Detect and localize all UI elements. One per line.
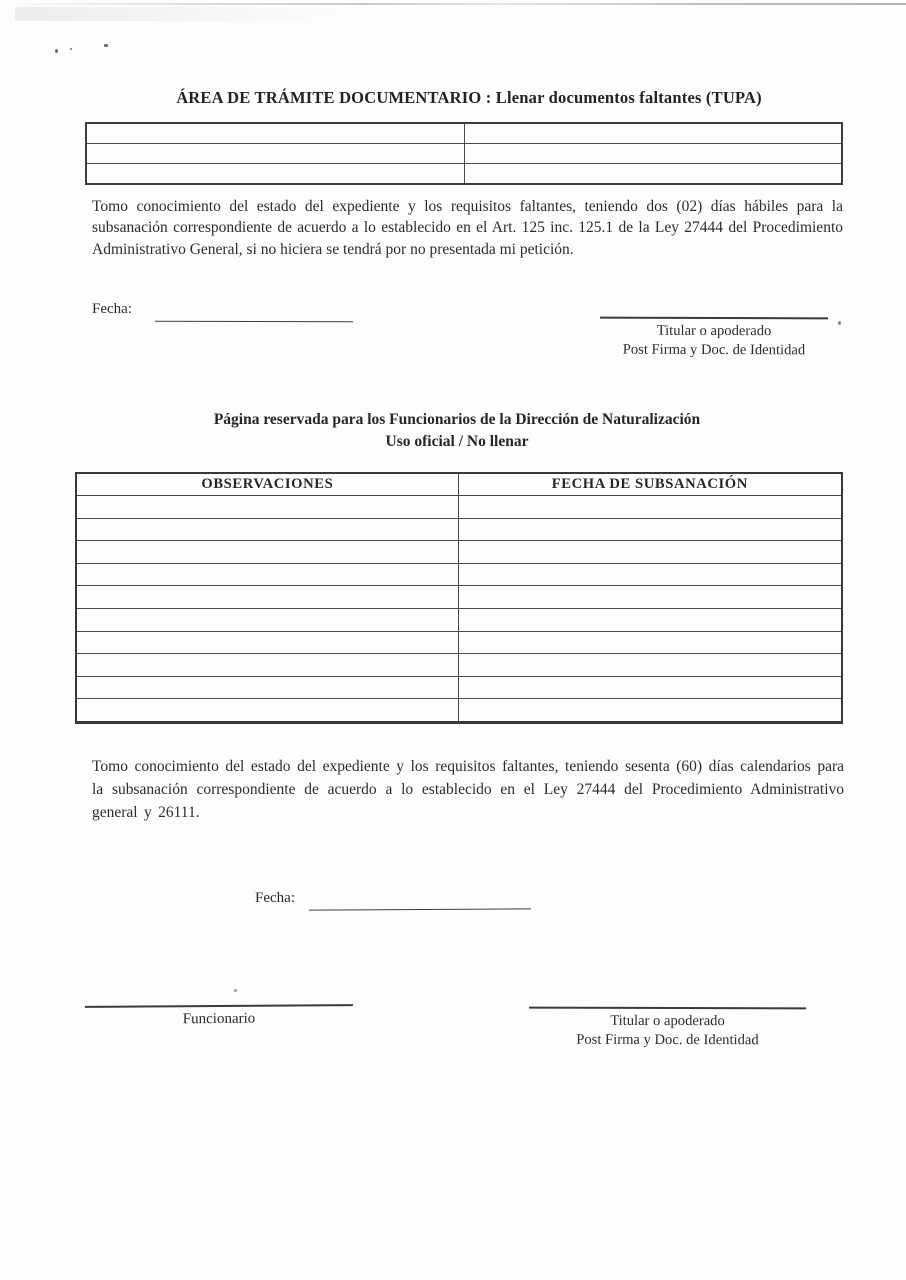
empty-cell [76,654,458,677]
scan-edge-artifact [0,3,906,5]
observaciones-table-head [76,473,842,496]
ink-speck [838,321,841,325]
fecha-label-1: Fecha: [92,301,132,317]
empty-cell [76,563,458,586]
empty-cell [86,164,464,185]
empty-cell [76,676,458,699]
empty-cell [458,654,842,677]
acknowledgement-paragraph-1: Tomo conocimiento del estado del expediente y los requisitos faltantes, teniendo dos (02) días hábiles para la subsanación correspondiente de acuerdo a lo establecido en el Art. 125 inc. 125.1 de la Ley 27444 del Procedimiento Administrativo General, si no hiciera se tendrá por no presentada mi petición. [92,198,843,258]
table-row [76,608,842,631]
empty-cell [458,631,842,654]
table-row [76,631,842,654]
table-row [76,563,842,586]
empty-cell [458,541,842,564]
fecha-label-2: Fecha: [255,890,295,906]
heading-line-1: Página reservada para los Funcionarios de la Dirección de Naturalización [213,411,701,428]
empty-cell [76,496,458,519]
empty-cell [76,631,458,654]
ink-speck [234,989,237,992]
acknowledgement-paragraph-2: Tomo conocimiento del estado del expediente y los requisitos faltantes, teniendo sesenta (60) días calendarios para la subsanación correspondiente de acuerdo a lo establecido en el Ley 27444 del Procedimiento Administrativo general y 26111. [92,758,844,821]
signature-block-funcionario [85,1004,353,1029]
signature-label: Funcionario [182,1010,256,1028]
table-row [76,654,842,677]
signature-block-titular-bottom [529,1007,806,1050]
table-row [86,144,842,164]
ink-speck [55,49,58,53]
empty-cell [458,676,842,699]
signature-label: Titular o apoderado [610,1012,725,1030]
table-row [76,518,842,541]
empty-cell [86,144,464,164]
table-row [76,496,842,519]
column-header-observaciones: OBSERVACIONES [76,473,458,496]
empty-cell [458,608,842,631]
ink-speck [104,44,108,47]
signature-label: Titular o apoderado [656,322,772,340]
table-row [86,164,842,185]
empty-cell [76,541,458,564]
empty-cell [458,586,842,609]
page-title: ÁREA DE TRÁMITE DOCUMENTARIO : Llenar documentos faltantes (TUPA) [176,88,762,107]
table-row [76,676,842,699]
empty-cell [458,518,842,541]
empty-cell [76,699,458,723]
tramite-table [85,122,843,185]
table-row [76,586,842,609]
signature-sublabel: Post Firma y Doc. de Identidad [622,341,806,358]
scan-shadow-artifact [15,7,345,21]
heading-line-2: Uso oficial / No llenar [385,433,529,450]
empty-cell [464,144,842,164]
empty-cell [458,563,842,586]
empty-cell [76,586,458,609]
empty-cell [464,164,842,185]
empty-cell [458,496,842,519]
signature-block-titular-top [600,317,828,360]
tramite-table-body [86,123,842,184]
observaciones-table-body [76,496,842,723]
empty-cell [464,123,842,144]
column-header-fecha-subsanacion: FECHA DE SUBSANACIÓN [458,473,842,496]
observaciones-table [75,472,843,724]
ink-speck [70,48,72,50]
empty-cell [458,699,842,723]
signature-sublabel: Post Firma y Doc. de Identidad [576,1031,759,1048]
fecha-underline-2 [309,908,531,910]
table-row [86,123,842,144]
empty-cell [86,123,464,144]
table-row [76,541,842,564]
table-row [76,699,842,723]
header-row [76,473,842,496]
fecha-underline-1 [155,321,353,323]
official-section-heading [10,409,904,453]
empty-cell [76,608,458,631]
empty-cell [76,518,458,541]
